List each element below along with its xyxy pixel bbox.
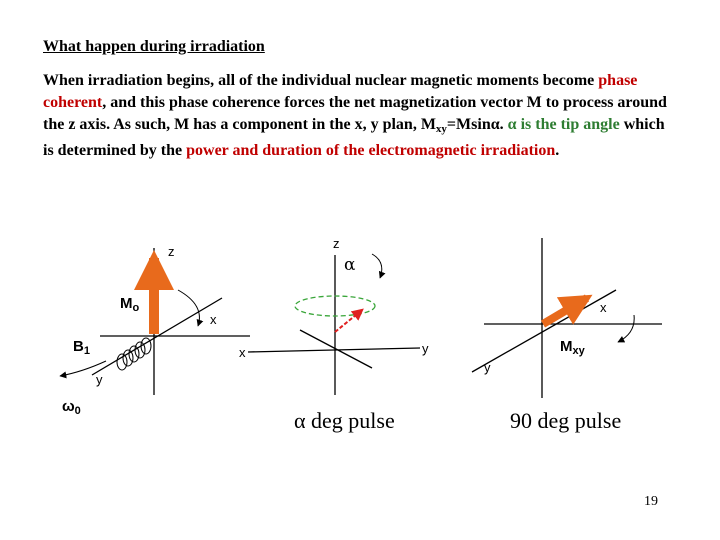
right-y-axis bbox=[472, 290, 616, 372]
omega-label bbox=[62, 398, 81, 417]
middle-z-label: z bbox=[333, 236, 340, 251]
body-text-7: . bbox=[499, 116, 508, 133]
left-diagram bbox=[60, 248, 250, 395]
body-tip-angle: is the tip angle bbox=[516, 116, 620, 133]
b1-label bbox=[73, 338, 90, 357]
ninety-pulse-caption: 90 deg pulse bbox=[510, 408, 622, 433]
m0-rotation-arrow bbox=[178, 290, 199, 326]
right-y-label: y bbox=[484, 360, 491, 375]
middle-x-label: x bbox=[239, 345, 246, 360]
m0-label-sub: o bbox=[132, 302, 140, 314]
mxy-label-sub: xy bbox=[572, 345, 585, 357]
body-phase-coherent: phase coherent bbox=[43, 72, 638, 111]
body-alpha: α bbox=[490, 116, 500, 133]
body-text-12: . bbox=[555, 142, 560, 159]
middle-diagram bbox=[248, 254, 420, 395]
mxy-label bbox=[560, 338, 585, 357]
body-text-10: which is determined by the bbox=[43, 116, 665, 159]
left-x-label: x bbox=[210, 312, 217, 327]
body-text-5: =Msin bbox=[446, 116, 491, 133]
middle-y-label: y bbox=[422, 341, 429, 356]
alpha-rotation-arrow bbox=[372, 254, 382, 278]
m0-label bbox=[120, 295, 139, 314]
body-text-1: When irradiation begins, all of the individual nuclear magnetic moments become bbox=[43, 72, 595, 89]
right-x-label: x bbox=[600, 300, 607, 315]
slide-title: What happen during irradiation bbox=[43, 38, 265, 55]
m0-label-main: M bbox=[120, 295, 133, 312]
body-power-duration: power and duration of the electromagnetic irradiation bbox=[186, 142, 556, 159]
left-y-label: y bbox=[96, 372, 103, 387]
page-number: 19 bbox=[644, 494, 658, 509]
omega-label-sub: 0 bbox=[74, 405, 81, 417]
b1-label-main: B bbox=[73, 338, 84, 355]
middle-alpha-label: α bbox=[344, 255, 356, 275]
omega-label-main: ω bbox=[62, 398, 75, 415]
body-text-3: , and this phase coherence forces the net magnetization vector M to process around the z axis. As such, M has a component in the x, y plan, M bbox=[43, 94, 667, 133]
m-vector bbox=[335, 310, 362, 332]
body-green-alpha: α bbox=[507, 116, 517, 133]
right-rotation-arrow bbox=[618, 315, 634, 342]
left-z-label: z bbox=[168, 244, 175, 259]
right-diagram bbox=[472, 238, 662, 398]
body-mxy-sub: xy bbox=[435, 123, 447, 135]
alpha-pulse-caption: α deg pulse bbox=[294, 408, 395, 433]
b1-label-sub: 1 bbox=[83, 345, 90, 357]
mxy-label-main: M bbox=[560, 338, 573, 355]
